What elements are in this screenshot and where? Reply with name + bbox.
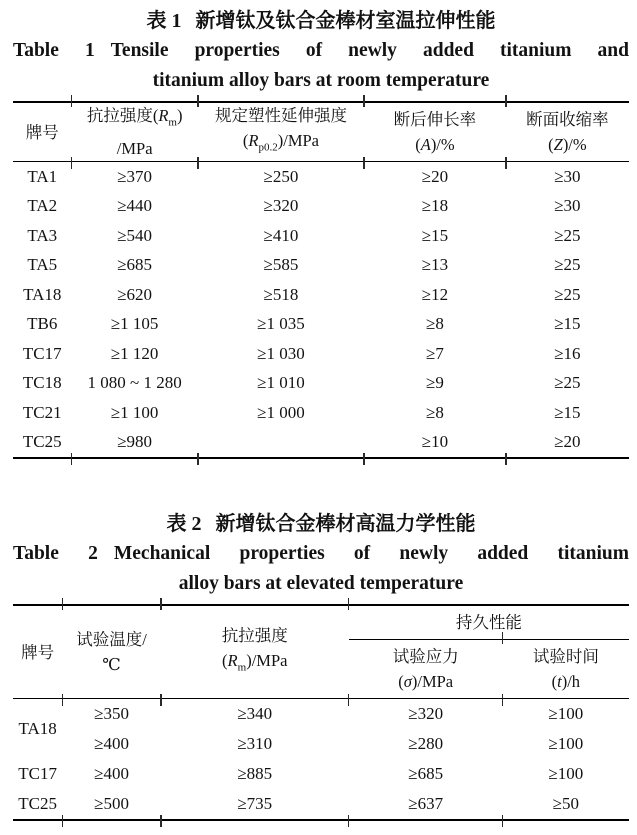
value-cell: ≥518 xyxy=(263,284,299,304)
table1-title-zh xyxy=(13,6,629,36)
header-line xyxy=(349,669,503,694)
value-cell: ≥1 100 xyxy=(110,402,159,422)
table2-title-en-line1 xyxy=(13,539,629,569)
value-cell: 1 080 ~ 1 280 xyxy=(87,373,182,393)
header-line: 抗拉强度 xyxy=(221,626,288,646)
grade-cell: TC21 xyxy=(22,402,62,422)
table2-title-en-line2: alloy bars at elevated temperature xyxy=(178,573,464,594)
value-cell: ≥15 xyxy=(554,402,581,422)
value-cell: ≥1 105 xyxy=(110,314,159,334)
table-row xyxy=(13,162,629,192)
grade-cell: TC25 xyxy=(13,428,72,459)
value-cell: ≥685 xyxy=(408,764,444,783)
symbol-A: A xyxy=(420,135,431,154)
value-cell: ≥1 000 xyxy=(257,402,305,422)
grade-cell: TA3 xyxy=(27,225,58,245)
table1-title-en-line1 xyxy=(13,36,629,66)
table1-zh-label: 表 1 xyxy=(146,10,182,32)
value-cell: ≥410 xyxy=(263,225,299,245)
value-cell: ≥8 xyxy=(426,402,444,422)
value-cell: ≥735 xyxy=(161,789,349,820)
value-cell: ≥400 xyxy=(94,734,129,753)
value-cell: ≥16 xyxy=(554,343,581,363)
value-cell: ≥340 xyxy=(237,704,273,723)
grade-cell: TA5 xyxy=(27,255,58,275)
value-cell: ≥15 xyxy=(421,225,449,245)
table2-title-zh xyxy=(13,509,629,539)
value-cell: ≥280 xyxy=(408,734,444,753)
value-cell: ≥100 xyxy=(548,704,584,723)
value-cell: ≥20 xyxy=(421,166,449,186)
header-line: 试验时间 xyxy=(532,647,599,666)
symbol-R: R xyxy=(227,651,238,671)
value-cell: ≥7 xyxy=(426,343,444,363)
value-cell: ≥1 030 xyxy=(257,343,305,363)
value-cell: ≥500 xyxy=(62,789,161,820)
table-row xyxy=(13,310,629,340)
value-cell: ≥100 xyxy=(548,734,584,753)
value-cell: ≥20 xyxy=(554,432,581,452)
symbol-Z: Z xyxy=(553,135,563,154)
value-cell: ≥885 xyxy=(237,764,273,783)
header-line: 断后伸长率 xyxy=(393,110,477,129)
table1-body xyxy=(13,162,629,459)
value-cell: ≥15 xyxy=(554,314,581,334)
value-cell: ≥100 xyxy=(548,764,584,783)
table2-en-label: Table 2 xyxy=(13,543,98,564)
table1-header-row xyxy=(13,102,629,162)
table-row xyxy=(13,428,629,459)
table2-en-text1: Mechanical properties of newly added titanium xyxy=(113,543,629,564)
value-cell: ≥25 xyxy=(554,373,581,393)
table1-title-en-line2: titanium alloy bars at room temperature xyxy=(152,70,490,91)
table2-header-row1 xyxy=(13,605,629,640)
header-text: )/MPa xyxy=(277,131,319,151)
table-row xyxy=(13,759,629,789)
col-header-proof-strength xyxy=(198,102,364,162)
grade-cell: TC17 xyxy=(18,764,57,783)
value-cell: ≥320 xyxy=(408,704,444,723)
table1-en-text1: Tensile properties of newly added titanium and xyxy=(110,40,629,61)
col-header-reduction-of-area xyxy=(506,102,629,162)
header-text: )/MPa xyxy=(246,651,288,671)
header-line: 断面收缩率 xyxy=(526,110,609,129)
value-cell: ≥310 xyxy=(237,734,273,753)
value-cell: ≥25 xyxy=(554,284,581,304)
table-row xyxy=(13,729,629,759)
table-row xyxy=(13,398,629,428)
value-cell: ≥50 xyxy=(552,794,580,813)
value-cell: ≥585 xyxy=(263,255,299,275)
header-line xyxy=(364,132,506,157)
header-text: 抗拉强度( xyxy=(86,106,159,126)
col-header-test-temperature xyxy=(62,605,161,699)
subscript-m: m xyxy=(237,661,247,674)
symbol-t: t xyxy=(557,672,562,691)
header-line xyxy=(503,669,629,694)
header-line: ℃ xyxy=(102,655,121,674)
value-cell: ≥12 xyxy=(421,284,449,304)
header-line xyxy=(198,128,364,160)
header-text: ) xyxy=(176,106,183,126)
value-cell: ≥13 xyxy=(421,255,449,275)
value-cell: ≥250 xyxy=(263,166,299,186)
grade-cell: TC18 xyxy=(22,373,62,393)
value-cell: ≥1 010 xyxy=(257,373,305,393)
table1 xyxy=(13,101,629,459)
value-cell xyxy=(198,428,364,459)
table2-zh-text: 新增钛合金棒材高温力学性能 xyxy=(215,513,476,535)
table2-zh-label: 表 2 xyxy=(166,513,202,535)
value-cell: ≥320 xyxy=(263,196,299,216)
header-text: ( xyxy=(398,672,404,691)
header-text: ( xyxy=(548,135,554,154)
table2-header xyxy=(13,605,629,699)
header-line: 试验应力 xyxy=(392,647,459,666)
col-header-test-time xyxy=(503,640,629,699)
grade-cell: TA18 xyxy=(23,284,62,304)
header-text: ( xyxy=(242,131,249,151)
grade-cell: TC17 xyxy=(22,343,62,363)
table1-header xyxy=(13,102,629,162)
table-row xyxy=(13,369,629,399)
symbol-sigma: σ xyxy=(403,672,412,691)
header-text: ( xyxy=(551,672,558,691)
grade-cell: TB6 xyxy=(27,314,58,334)
value-cell: ≥620 xyxy=(117,284,153,304)
table1-en-label: Table 1 xyxy=(13,40,95,61)
header-line xyxy=(72,103,198,135)
subscript-p02: p0.2 xyxy=(258,141,278,154)
value-cell: ≥10 xyxy=(364,428,506,459)
header-text: )/MPa xyxy=(411,672,454,691)
value-cell: ≥1 035 xyxy=(257,314,305,334)
table-row xyxy=(13,699,629,730)
col-header-test-stress xyxy=(349,640,503,699)
table-row xyxy=(13,339,629,369)
grade-cell: TA1 xyxy=(27,166,58,186)
col-header-tensile-strength xyxy=(72,102,198,162)
header-line: 试验温度/ xyxy=(76,630,147,649)
value-cell: ≥30 xyxy=(554,166,581,186)
value-cell: ≥400 xyxy=(94,764,129,783)
col-header-tensile-strength xyxy=(161,605,349,699)
value-cell: ≥440 xyxy=(117,196,153,216)
value-cell: ≥8 xyxy=(426,314,444,334)
value-cell: ≥370 xyxy=(117,166,153,186)
header-line xyxy=(161,648,349,680)
col-header-grade: 牌号 xyxy=(13,605,62,699)
col-group-header-endurance: 持久性能 xyxy=(349,605,629,640)
header-line xyxy=(506,132,629,157)
value-cell: ≥9 xyxy=(426,373,444,393)
value-cell: ≥540 xyxy=(117,225,153,245)
table-row xyxy=(13,789,629,820)
grade-cell: TA2 xyxy=(27,196,58,216)
table2 xyxy=(13,604,629,821)
value-cell: ≥30 xyxy=(554,196,581,216)
symbol-R: R xyxy=(248,131,259,151)
subscript-m: m xyxy=(168,116,177,129)
header-text: )/% xyxy=(562,135,587,154)
value-cell: ≥350 xyxy=(94,704,129,723)
value-cell: ≥1 120 xyxy=(110,343,159,363)
symbol-R: R xyxy=(158,106,169,126)
header-text: ( xyxy=(415,135,421,154)
table-row xyxy=(13,280,629,310)
header-line: 规定塑性延伸强度 xyxy=(214,106,347,126)
header-text: )/h xyxy=(561,672,581,691)
table1-zh-text: 新增钛及钛合金棒材室温拉伸性能 xyxy=(195,10,496,32)
table-row xyxy=(13,192,629,222)
header-line: /MPa xyxy=(116,138,153,158)
table2-body xyxy=(13,699,629,821)
col-header-grade: 牌号 xyxy=(13,102,72,162)
value-cell: ≥25 xyxy=(554,255,581,275)
value-cell: ≥18 xyxy=(421,196,449,216)
value-cell: ≥25 xyxy=(554,225,581,245)
table-row xyxy=(13,221,629,251)
grade-cell: TC25 xyxy=(13,789,62,820)
header-text: )/% xyxy=(430,135,455,154)
grade-cell: TA18 xyxy=(18,719,57,738)
table2-section xyxy=(13,509,629,821)
value-cell: ≥637 xyxy=(349,789,503,820)
col-header-elongation xyxy=(364,102,506,162)
value-cell: ≥685 xyxy=(117,255,153,275)
header-text: ( xyxy=(222,651,228,671)
value-cell: ≥980 xyxy=(72,428,198,459)
table-row xyxy=(13,251,629,281)
table1-section xyxy=(13,6,629,459)
